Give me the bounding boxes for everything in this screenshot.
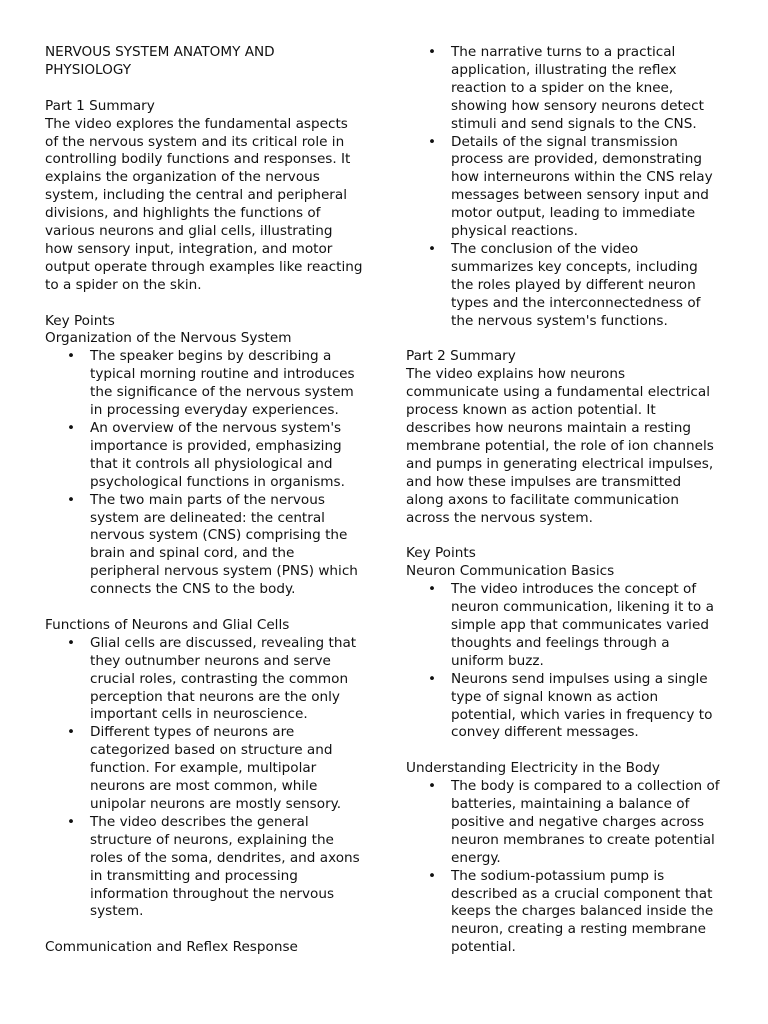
bullet-icon: • <box>427 133 437 150</box>
bullet-icon: • <box>427 581 437 598</box>
bullet-icon: • <box>427 240 437 257</box>
bullet-list-communication <box>406 44 722 331</box>
part1-summary: The video explores the fundamental aspects of the nervous system and its critical role in controlling bodily functions and responses. It explains the organization of the nervous system, including the central and peripheral divisions, and highlights the functions of various neurons and glial cells, illustrating how sensory input, integration, and motor output operate through examples like reacting to a spider on the skin. <box>45 115 363 293</box>
list-item-text: The body is compared to a collection of batteries, maintaining a balance of positive and negative charges across neuron membranes to create potential energy. <box>451 778 720 866</box>
list-item <box>45 348 363 420</box>
bullet-icon: • <box>427 867 437 884</box>
bullet-icon: • <box>66 491 76 508</box>
spacer <box>406 331 722 349</box>
list-item <box>406 241 722 331</box>
list-item <box>406 134 722 241</box>
list-item <box>45 635 363 725</box>
list-item <box>406 868 722 958</box>
list-item-text: Details of the signal transmission process are provided, demonstrating how interneurons within the CNS relay messages between sensory input and motor output, leading to immediate physical reactions. <box>451 133 713 240</box>
section-heading-functions: Functions of Neurons and Glial Cells <box>45 616 290 633</box>
list-item <box>406 44 722 134</box>
list-item-text: The video introduces the concept of neuron communication, likening it to a simple app that communicates varied thoughts and feelings through a uniform buzz. <box>451 581 714 669</box>
list-item-text: The two main parts of the nervous system are delineated: the central nervous system (CNS) comprising the brain and spinal cord, and the peripheral nervous system (PNS) which connects the CNS to the body. <box>90 491 358 598</box>
spacer <box>406 527 722 545</box>
list-item-text: Glial cells are discussed, revealing that they outnumber neurons and serve crucial roles, contrasting the common perception that neurons are the only important cells in neuroscience. <box>90 634 357 723</box>
list-item <box>45 420 363 492</box>
part2-summary: The video explains how neurons communicate using a fundamental electrical process known as action potential. It describes how neurons maintain a resting membrane potential, the role of ion channels and pumps in generating electrical impulses, and how these impulses are transmitted along axons to facilitate communication across the nervous system. <box>406 366 714 526</box>
spacer <box>45 80 363 98</box>
right-column <box>406 44 722 957</box>
list-item-text: An overview of the nervous system's importance is provided, emphasizing that it controls all physiological and psychological functions in organisms. <box>90 420 345 490</box>
part1-heading: Part 1 Summary <box>45 97 155 114</box>
list-item <box>45 492 363 599</box>
part2-heading: Part 2 Summary <box>406 348 516 365</box>
bullet-icon: • <box>66 420 76 436</box>
bullet-icon: • <box>66 634 76 651</box>
list-item <box>406 581 722 671</box>
spacer <box>45 599 363 617</box>
bullet-icon: • <box>66 348 76 365</box>
list-item-text: The conclusion of the video summarizes key concepts, including the roles played by different neuron types and the interconnectedness of the nervous system's functions. <box>451 240 701 329</box>
spacer <box>45 295 363 313</box>
part2-key-points-label: Key Points <box>406 545 476 562</box>
list-item <box>45 724 363 814</box>
section-heading-neuron-basics: Neuron Communication Basics <box>406 563 615 580</box>
bullet-list-electricity <box>406 778 722 957</box>
left-column <box>45 44 363 957</box>
bullet-icon: • <box>427 670 437 687</box>
list-item-text: The sodium-potassium pump is described as a crucial component that keeps the charges balanced inside the neuron, creating a resting membrane potential. <box>451 867 714 956</box>
list-item <box>45 814 363 921</box>
bullet-list-neuron-basics <box>406 581 722 742</box>
spacer <box>406 742 722 760</box>
bullet-icon: • <box>66 724 76 741</box>
bullet-icon: • <box>427 44 437 60</box>
list-item-text: Neurons send impulses using a single type of signal known as action potential, which varies in frequency to convey different messages. <box>451 670 713 741</box>
list-item-text: The video describes the general structure of neurons, explaining the roles of the soma, dendrites, and axons in transmitting and processing information throughout the nervous system. <box>90 813 360 920</box>
section-heading-organization: Organization of the Nervous System <box>45 330 292 347</box>
list-item-text: The narrative turns to a practical application, illustrating the reflex reaction to a spider on the knee, showing how sensory neurons detect stimuli and send signals to the CNS. <box>451 44 704 132</box>
list-item <box>406 671 722 743</box>
list-item-text: Different types of neurons are categorized based on structure and function. For example, multipolar neurons are most common, while unipolar neurons are mostly sensory. <box>90 724 342 813</box>
bullet-icon: • <box>66 813 76 830</box>
bullet-list-functions <box>45 635 363 922</box>
list-item-text: The speaker begins by describing a typical morning routine and introduces the significance of the nervous system in processing everyday experiences. <box>90 348 355 419</box>
document-title: NERVOUS SYSTEM ANATOMY AND PHYSIOLOGY <box>45 44 275 78</box>
spacer <box>45 921 363 939</box>
bullet-icon: • <box>427 778 437 795</box>
list-item <box>406 778 722 868</box>
part1-key-points-label: Key Points <box>45 312 115 329</box>
section-heading-electricity: Understanding Electricity in the Body <box>406 760 660 777</box>
section-heading-communication: Communication and Reflex Response <box>45 939 298 956</box>
bullet-list-organization <box>45 348 363 599</box>
